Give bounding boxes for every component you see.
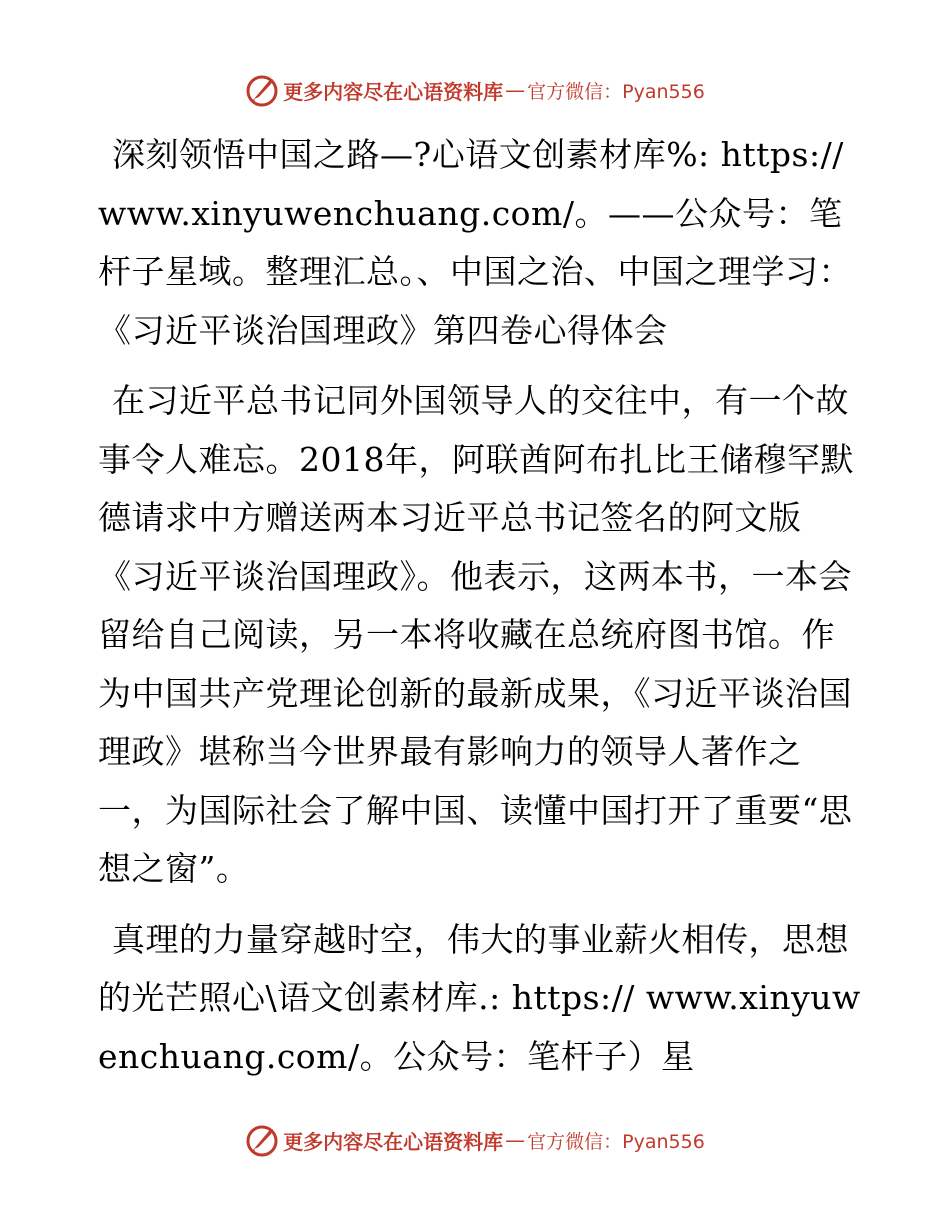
paragraph-1: [98, 126, 868, 360]
document-body: [98, 126, 868, 1098]
header-banner: [0, 68, 950, 112]
footer-brand: 更多内容尽在心语资料库: [283, 1129, 504, 1154]
header-separator: —: [505, 78, 526, 102]
header-contact: 官方微信：Pyan556: [527, 80, 705, 103]
paragraph-2: [98, 372, 868, 899]
feather-pen-logo-icon: [245, 73, 279, 107]
footer-contact: 官方微信：Pyan556: [527, 1130, 705, 1153]
footer-separator: —: [505, 1128, 526, 1152]
paragraph-3: [98, 911, 868, 1087]
header-brand: 更多内容尽在心语资料库: [283, 79, 504, 104]
paragraph-2-text: 在习近平总书记同外国领导人的交往中，有一个故事令人难忘。2018年，阿联酋阿布扎比王储穆罕默德请求中方赠送两本习近平总书记签名的阿文版《习近平谈治国理政》。他表示，这两本书，一本会留给自己阅读，另一本将收藏在总统府图书馆。作为中国共产党理论创新的最新成果，《习近平谈治国理政》堪称当今世界最有影响力的领导人著作之一，为国际社会了解中国、读懂中国打开了重要“思想之窗”。: [98, 381, 854, 888]
paragraph-3-text: 真理的力量穿越时空，伟大的事业薪火相传，思想的光芒照心\语文创素材库.: https:// www.xinyuwenchuang.com/。公众号：笔杆子）星: [98, 919, 861, 1076]
paragraph-1-text: 深刻领悟中国之路—?心语文创素材库%: https://www.xinyuwenchuang.com/。——公众号：笔杆子星域。整理汇总。、中国之治、中国之理学习：《习近平谈治国理政》第四卷心得体会: [98, 135, 852, 350]
footer-banner: [0, 1118, 950, 1162]
feather-pen-logo-icon: [245, 1123, 279, 1157]
